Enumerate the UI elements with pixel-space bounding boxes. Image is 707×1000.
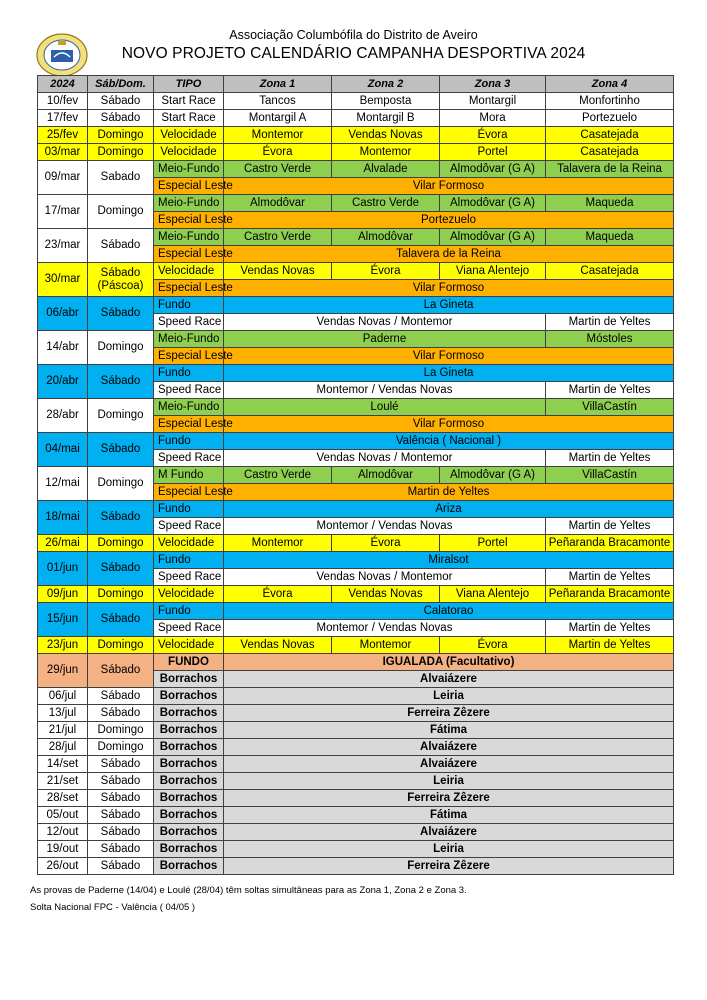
footnotes bbox=[30, 882, 467, 916]
day-cell: Domingo bbox=[88, 127, 154, 144]
speed-race-separator: / bbox=[394, 315, 398, 328]
span-cell: Loulé bbox=[224, 399, 546, 416]
table-header-row bbox=[38, 76, 674, 93]
span-cell: Ferreira Zêzere bbox=[224, 705, 674, 722]
table-row bbox=[38, 552, 674, 569]
table-row bbox=[38, 722, 674, 739]
zona-4-cell: Maqueda bbox=[546, 195, 674, 212]
zona-1-cell: Castro Verde bbox=[224, 161, 332, 178]
zona-4-cell: Peñaranda Bracamonte bbox=[546, 586, 674, 603]
day-cell: Domingo bbox=[88, 586, 154, 603]
zona-4-cell: Martin de Yeltes bbox=[546, 569, 674, 586]
zona-1-cell: Vendas Novas bbox=[224, 263, 332, 280]
speed-race-cell bbox=[224, 314, 546, 331]
day-cell: Sabado bbox=[88, 161, 154, 195]
zona-4-cell: Martin de Yeltes bbox=[546, 637, 674, 654]
zona-3-cell: Évora bbox=[440, 637, 546, 654]
table-row bbox=[38, 739, 674, 756]
speed-race-zone-b: Vendas Novas bbox=[378, 621, 453, 634]
zona-1-cell: Vendas Novas bbox=[224, 637, 332, 654]
header-zona-1: Zona 1 bbox=[224, 76, 332, 93]
speed-race-zone-b: Montemor bbox=[400, 315, 453, 328]
table-row bbox=[38, 93, 674, 110]
header-zona-2: Zona 2 bbox=[332, 76, 440, 93]
day-cell: Sábado bbox=[88, 756, 154, 773]
zona-3-cell: Mora bbox=[440, 110, 546, 127]
header-day: Sáb/Dom. bbox=[88, 76, 154, 93]
zona-2-cell: Évora bbox=[332, 535, 440, 552]
tipo-cell: Borrachos bbox=[154, 756, 224, 773]
tipo-cell: Borrachos bbox=[154, 841, 224, 858]
date-cell: 26/out bbox=[38, 858, 88, 875]
zona-1-cell: Almodôvar bbox=[224, 195, 332, 212]
day-cell: Sábado bbox=[88, 841, 154, 858]
day-cell: Sábado bbox=[88, 790, 154, 807]
day-cell: Sábado bbox=[88, 807, 154, 824]
table-row bbox=[38, 858, 674, 875]
date-cell: 20/abr bbox=[38, 365, 88, 399]
speed-race-cell bbox=[224, 382, 546, 399]
day-cell: Sábado bbox=[88, 229, 154, 263]
speed-race-zone-a: Montemor bbox=[316, 519, 369, 532]
date-cell: 06/jul bbox=[38, 688, 88, 705]
zona-1-cell: Montemor bbox=[224, 127, 332, 144]
speed-race-separator: / bbox=[371, 621, 375, 634]
table-row bbox=[38, 535, 674, 552]
span-cell: Leiria bbox=[224, 773, 674, 790]
tipo-cell: Fundo bbox=[154, 297, 224, 314]
tipo-cell: Especial Leste bbox=[154, 348, 224, 365]
tipo-cell: Fundo bbox=[154, 603, 224, 620]
tipo-cell: Borrachos bbox=[154, 739, 224, 756]
tipo-cell: Especial Leste bbox=[154, 246, 224, 263]
tipo-cell: Velocidade bbox=[154, 637, 224, 654]
speed-race-separator: / bbox=[371, 383, 375, 396]
table-row bbox=[38, 229, 674, 246]
zona-3-cell: Portel bbox=[440, 535, 546, 552]
table-row bbox=[38, 110, 674, 127]
span-cell: La Gineta bbox=[224, 297, 674, 314]
table-row bbox=[38, 705, 674, 722]
day-cell: Domingo bbox=[88, 195, 154, 229]
zona-1-cell: Montargil A bbox=[224, 110, 332, 127]
span-cell: Paderne bbox=[224, 331, 546, 348]
date-cell: 23/mar bbox=[38, 229, 88, 263]
tipo-cell: Meio-Fundo bbox=[154, 399, 224, 416]
table-row bbox=[38, 331, 674, 348]
span-cell: Fátima bbox=[224, 807, 674, 824]
span-cell: Valência ( Nacional ) bbox=[224, 433, 674, 450]
tipo-cell: Fundo bbox=[154, 552, 224, 569]
date-cell: 14/set bbox=[38, 756, 88, 773]
speed-race-zone-a: Montemor bbox=[316, 621, 369, 634]
date-cell: 09/mar bbox=[38, 161, 88, 195]
zona-4-cell: Portezuelo bbox=[546, 110, 674, 127]
speed-race-cell bbox=[224, 518, 546, 535]
tipo-cell: Speed Race bbox=[154, 450, 224, 467]
date-cell: 28/abr bbox=[38, 399, 88, 433]
table-row bbox=[38, 756, 674, 773]
day-cell: Sábado bbox=[88, 705, 154, 722]
span-cell: Ferreira Zêzere bbox=[224, 790, 674, 807]
date-cell: 06/abr bbox=[38, 297, 88, 331]
span-cell: Vilar Formoso bbox=[224, 280, 674, 297]
zona-4-cell: Martin de Yeltes bbox=[546, 382, 674, 399]
speed-race-zone-a: Vendas Novas bbox=[316, 451, 391, 464]
footnote-2: Solta Nacional FPC - Valência ( 04/05 ) bbox=[30, 902, 196, 913]
date-cell: 13/jul bbox=[38, 705, 88, 722]
header-year: 2024 bbox=[38, 76, 88, 93]
tipo-cell: Borrachos bbox=[154, 824, 224, 841]
tipo-cell: Meio-Fundo bbox=[154, 195, 224, 212]
day-cell: Domingo bbox=[88, 722, 154, 739]
zona-1-cell: Tancos bbox=[224, 93, 332, 110]
span-cell: Portezuelo bbox=[224, 212, 674, 229]
table-row bbox=[38, 365, 674, 382]
table-row bbox=[38, 790, 674, 807]
speed-race-zone-b: Vendas Novas bbox=[378, 383, 453, 396]
date-cell: 17/mar bbox=[38, 195, 88, 229]
zona-1-cell: Évora bbox=[224, 144, 332, 161]
zona-1-cell: Évora bbox=[224, 586, 332, 603]
zona-3-cell: Almodôvar (G A) bbox=[440, 195, 546, 212]
tipo-cell: Velocidade bbox=[154, 535, 224, 552]
zona-3-cell: Almodôvar (G A) bbox=[440, 161, 546, 178]
table-row bbox=[38, 807, 674, 824]
zona-1-cell: Castro Verde bbox=[224, 229, 332, 246]
date-cell: 04/mai bbox=[38, 433, 88, 467]
date-cell: 29/jun bbox=[38, 654, 88, 688]
zona-4-cell: VillaCastín bbox=[546, 399, 674, 416]
tipo-cell: Speed Race bbox=[154, 382, 224, 399]
date-cell: 09/jun bbox=[38, 586, 88, 603]
date-cell: 01/jun bbox=[38, 552, 88, 586]
table-row bbox=[38, 841, 674, 858]
zona-4-cell: Casatejada bbox=[546, 263, 674, 280]
tipo-cell: Especial Leste bbox=[154, 280, 224, 297]
day-cell: Sábado bbox=[88, 688, 154, 705]
tipo-cell: Velocidade bbox=[154, 586, 224, 603]
page-title: NOVO PROJETO CALENDÁRIO CAMPANHA DESPORTIVA 2024 bbox=[121, 45, 586, 62]
zona-2-cell: Vendas Novas bbox=[332, 127, 440, 144]
zona-4-cell: Móstoles bbox=[546, 331, 674, 348]
tipo-cell: Start Race bbox=[154, 93, 224, 110]
zona-2-cell: Castro Verde bbox=[332, 195, 440, 212]
tipo-cell: Velocidade bbox=[154, 127, 224, 144]
zona-3-cell: Almodôvar (G A) bbox=[440, 229, 546, 246]
date-cell: 03/mar bbox=[38, 144, 88, 161]
table-row bbox=[38, 297, 674, 314]
tipo-cell: Borrachos bbox=[154, 858, 224, 875]
header-tipo: TIPO bbox=[154, 76, 224, 93]
day-cell: Sábado bbox=[88, 433, 154, 467]
day-cell: Domingo bbox=[88, 467, 154, 501]
speed-race-separator: / bbox=[371, 519, 375, 532]
speed-race-separator: / bbox=[394, 451, 398, 464]
span-cell: Alvaiázere bbox=[224, 824, 674, 841]
table-row bbox=[38, 144, 674, 161]
span-cell: Leiria bbox=[224, 841, 674, 858]
zona-1-cell: Montemor bbox=[224, 535, 332, 552]
date-cell: 18/mai bbox=[38, 501, 88, 535]
zona-3-cell: Évora bbox=[440, 127, 546, 144]
zona-4-cell: Monfortinho bbox=[546, 93, 674, 110]
tipo-cell: Meio-Fundo bbox=[154, 229, 224, 246]
table-row bbox=[38, 688, 674, 705]
date-cell: 17/fev bbox=[38, 110, 88, 127]
tipo-cell: Borrachos bbox=[154, 688, 224, 705]
day-cell: Sábado bbox=[88, 110, 154, 127]
span-cell: Fátima bbox=[224, 722, 674, 739]
zona-4-cell: Maqueda bbox=[546, 229, 674, 246]
date-cell: 12/out bbox=[38, 824, 88, 841]
calendar-table bbox=[37, 75, 674, 875]
zona-1-cell: Castro Verde bbox=[224, 467, 332, 484]
tipo-cell: Fundo bbox=[154, 365, 224, 382]
table-row bbox=[38, 603, 674, 620]
zona-3-cell: Portel bbox=[440, 144, 546, 161]
day-cell: Domingo bbox=[88, 535, 154, 552]
zona-3-cell: Viana Alentejo bbox=[440, 263, 546, 280]
span-cell: Calatorao bbox=[224, 603, 674, 620]
span-cell: Alvaiázere bbox=[224, 756, 674, 773]
tipo-cell: Borrachos bbox=[154, 705, 224, 722]
tipo-cell: Velocidade bbox=[154, 144, 224, 161]
tipo-cell: Speed Race bbox=[154, 314, 224, 331]
zona-4-cell: Martin de Yeltes bbox=[546, 518, 674, 535]
zona-4-cell: Martin de Yeltes bbox=[546, 314, 674, 331]
date-cell: 28/set bbox=[38, 790, 88, 807]
span-cell: Ferreira Zêzere bbox=[224, 858, 674, 875]
span-cell: Ariza bbox=[224, 501, 674, 518]
table-row bbox=[38, 467, 674, 484]
table-row bbox=[38, 586, 674, 603]
date-cell: 19/out bbox=[38, 841, 88, 858]
speed-race-zone-a: Montemor bbox=[316, 383, 369, 396]
speed-race-cell bbox=[224, 450, 546, 467]
tipo-cell: Especial Leste bbox=[154, 484, 224, 501]
zona-2-cell: Vendas Novas bbox=[332, 586, 440, 603]
date-cell: 05/out bbox=[38, 807, 88, 824]
table-row bbox=[38, 263, 674, 280]
zona-3-cell: Montargil bbox=[440, 93, 546, 110]
day-cell: Sábado bbox=[88, 773, 154, 790]
span-cell: La Gineta bbox=[224, 365, 674, 382]
zona-4-cell: Martin de Yeltes bbox=[546, 450, 674, 467]
day-cell: Sábado bbox=[88, 552, 154, 586]
tipo-cell: M Fundo bbox=[154, 467, 224, 484]
tipo-cell: Speed Race bbox=[154, 518, 224, 535]
day-cell: Domingo bbox=[88, 637, 154, 654]
tipo-cell: Especial Leste bbox=[154, 212, 224, 229]
day-cell: Sábado bbox=[88, 603, 154, 637]
table-row bbox=[38, 195, 674, 212]
date-cell: 15/jun bbox=[38, 603, 88, 637]
table-row bbox=[38, 127, 674, 144]
day-cell: Domingo bbox=[88, 739, 154, 756]
date-cell: 12/mai bbox=[38, 467, 88, 501]
tipo-cell: Borrachos bbox=[154, 671, 224, 688]
day-cell: Sábado bbox=[88, 365, 154, 399]
day-cell: Sábado bbox=[88, 93, 154, 110]
zona-2-cell: Montemor bbox=[332, 144, 440, 161]
speed-race-cell bbox=[224, 620, 546, 637]
organization-name: Associação Columbófila do Distrito de Aveiro bbox=[229, 28, 478, 42]
zona-4-cell: VillaCastín bbox=[546, 467, 674, 484]
speed-race-separator: / bbox=[394, 570, 398, 583]
day-cell: Sábado bbox=[88, 501, 154, 535]
date-cell: 26/mai bbox=[38, 535, 88, 552]
table-row bbox=[38, 637, 674, 654]
table-row bbox=[38, 773, 674, 790]
tipo-cell: Fundo bbox=[154, 433, 224, 450]
zona-4-cell: Casatejada bbox=[546, 144, 674, 161]
span-cell: IGUALADA (Facultativo) bbox=[224, 654, 674, 671]
day-cell: Sábado bbox=[88, 824, 154, 841]
tipo-cell: Fundo bbox=[154, 501, 224, 518]
date-cell: 30/mar bbox=[38, 263, 88, 297]
zona-4-cell: Talavera de la Reina bbox=[546, 161, 674, 178]
speed-race-zone-b: Montemor bbox=[400, 570, 453, 583]
span-cell: Vilar Formoso bbox=[224, 178, 674, 195]
zona-3-cell: Viana Alentejo bbox=[440, 586, 546, 603]
day-cell: Sábado bbox=[88, 858, 154, 875]
tipo-cell: Borrachos bbox=[154, 722, 224, 739]
span-cell: Martin de Yeltes bbox=[224, 484, 674, 501]
table-row bbox=[38, 433, 674, 450]
zona-2-cell: Montargil B bbox=[332, 110, 440, 127]
date-cell: 10/fev bbox=[38, 93, 88, 110]
zona-2-cell: Almodôvar bbox=[332, 229, 440, 246]
zona-2-cell: Alvalade bbox=[332, 161, 440, 178]
span-cell: Leiria bbox=[224, 688, 674, 705]
tipo-cell: FUNDO bbox=[154, 654, 224, 671]
tipo-cell: Especial Leste bbox=[154, 416, 224, 433]
tipo-cell: Borrachos bbox=[154, 807, 224, 824]
day-cell: Domingo bbox=[88, 144, 154, 161]
header-zona-4: Zona 4 bbox=[546, 76, 674, 93]
zona-2-cell: Évora bbox=[332, 263, 440, 280]
tipo-cell: Velocidade bbox=[154, 263, 224, 280]
table-row bbox=[38, 501, 674, 518]
table-row bbox=[38, 399, 674, 416]
tipo-cell: Especial Leste bbox=[154, 178, 224, 195]
span-cell: Alvaiázere bbox=[224, 671, 674, 688]
day-label: Sábado bbox=[100, 266, 141, 279]
speed-race-zone-b: Vendas Novas bbox=[378, 519, 453, 532]
span-cell: Miralsot bbox=[224, 552, 674, 569]
date-cell: 23/jun bbox=[38, 637, 88, 654]
speed-race-cell bbox=[224, 569, 546, 586]
speed-race-zone-a: Vendas Novas bbox=[316, 315, 391, 328]
date-cell: 14/abr bbox=[38, 331, 88, 365]
tipo-cell: Meio-Fundo bbox=[154, 331, 224, 348]
zona-2-cell: Almodôvar bbox=[332, 467, 440, 484]
tipo-cell: Borrachos bbox=[154, 790, 224, 807]
date-cell: 21/jul bbox=[38, 722, 88, 739]
date-cell: 28/jul bbox=[38, 739, 88, 756]
tipo-cell: Speed Race bbox=[154, 620, 224, 637]
zona-2-cell: Montemor bbox=[332, 637, 440, 654]
speed-race-zone-a: Vendas Novas bbox=[316, 570, 391, 583]
footnote-1: As provas de Paderne (14/04) e Loulé (28/04) têm soltas simultâneas para as Zona 1, Zona 2 e Zona 3. bbox=[30, 885, 467, 896]
span-cell: Vilar Formoso bbox=[224, 348, 674, 365]
date-cell: 21/set bbox=[38, 773, 88, 790]
day-cell bbox=[88, 263, 154, 297]
tipo-cell: Start Race bbox=[154, 110, 224, 127]
zona-4-cell: Casatejada bbox=[546, 127, 674, 144]
date-cell: 25/fev bbox=[38, 127, 88, 144]
day-cell: Domingo bbox=[88, 399, 154, 433]
day-cell: Sábado bbox=[88, 654, 154, 688]
span-cell: Talavera de la Reina bbox=[224, 246, 674, 263]
zona-4-cell: Martin de Yeltes bbox=[546, 620, 674, 637]
tipo-cell: Speed Race bbox=[154, 569, 224, 586]
tipo-cell: Meio-Fundo bbox=[154, 161, 224, 178]
zona-4-cell: Peñaranda Bracamonte bbox=[546, 535, 674, 552]
span-cell: Alvaiázere bbox=[224, 739, 674, 756]
span-cell: Vilar Formoso bbox=[224, 416, 674, 433]
header-zona-3: Zona 3 bbox=[440, 76, 546, 93]
speed-race-zone-b: Montemor bbox=[400, 451, 453, 464]
day-cell: Domingo bbox=[88, 331, 154, 365]
zona-2-cell: Bemposta bbox=[332, 93, 440, 110]
table-row bbox=[38, 824, 674, 841]
zona-3-cell: Almodôvar (G A) bbox=[440, 467, 546, 484]
day-note: (Páscoa) bbox=[97, 279, 144, 292]
table-row bbox=[38, 654, 674, 671]
day-cell: Sábado bbox=[88, 297, 154, 331]
table-row bbox=[38, 161, 674, 178]
tipo-cell: Borrachos bbox=[154, 773, 224, 790]
